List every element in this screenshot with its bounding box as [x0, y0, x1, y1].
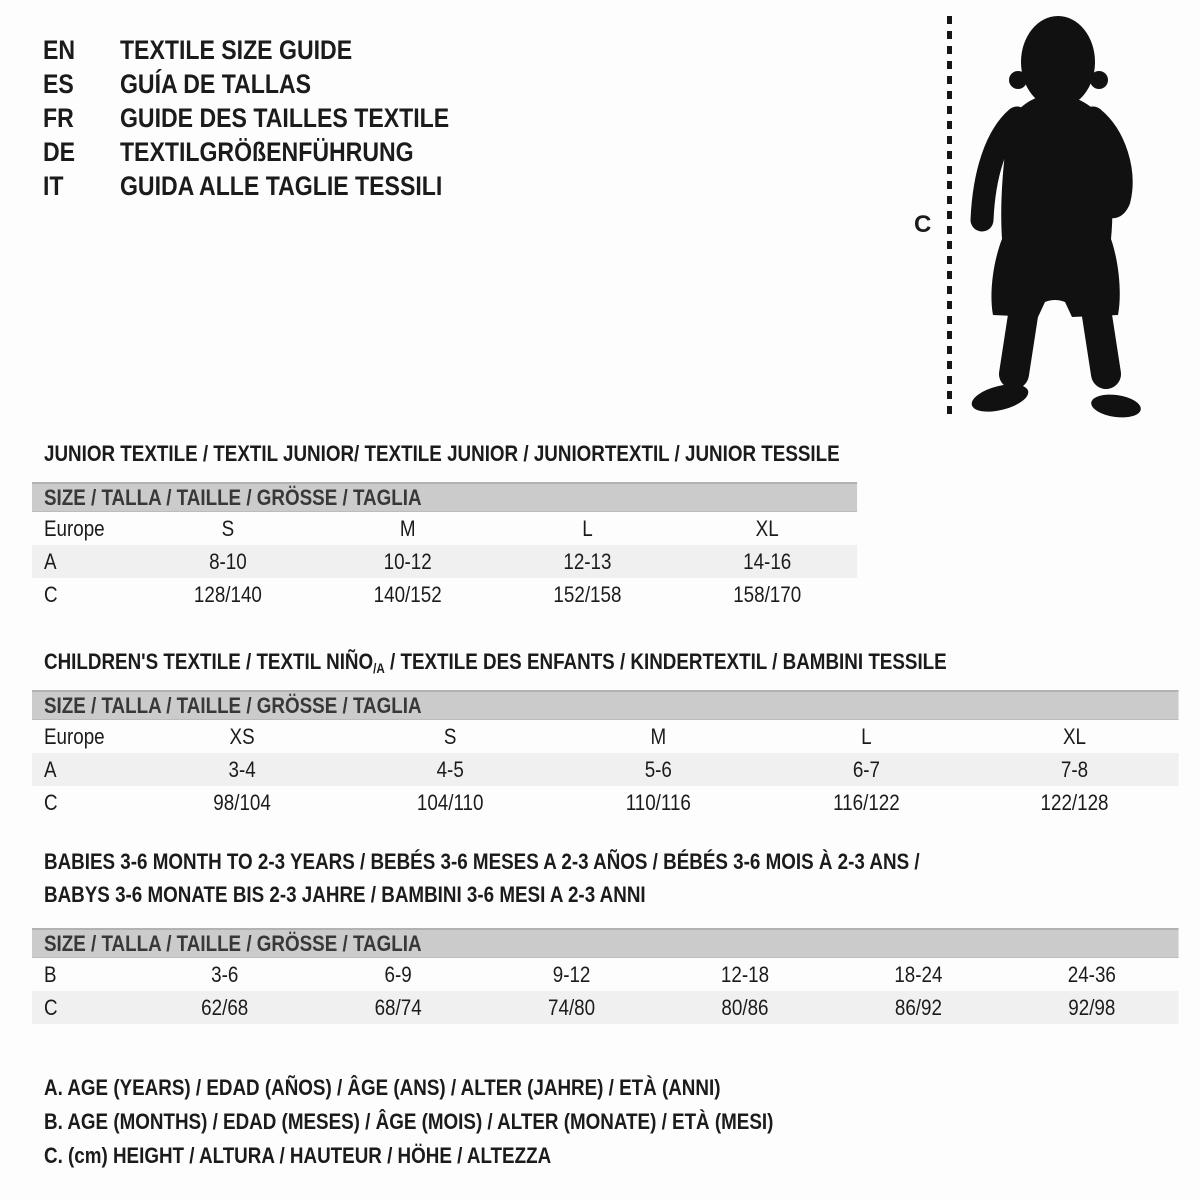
table-cell: 140/152	[373, 581, 442, 607]
measurement-legend	[44, 1071, 773, 1173]
row-label: A	[43, 548, 57, 574]
table-row	[32, 545, 857, 578]
size-header-bar: SIZE / TALLA / TAILLE / GRÖSSE / TAGLIA	[32, 690, 1179, 720]
children-size-table	[32, 690, 1179, 819]
table-cell: 158/170	[733, 581, 802, 607]
table-cell: XS	[229, 723, 255, 749]
row-label: C	[43, 581, 58, 607]
measure-c-label: C	[914, 211, 932, 238]
language-code: ES	[43, 68, 74, 99]
table-cell: 74/80	[548, 994, 596, 1020]
language-label: TEXTILE SIZE GUIDE	[119, 34, 353, 65]
table-row	[32, 720, 1179, 753]
table-cell: 122/128	[1040, 789, 1109, 815]
table-cell: 62/68	[201, 994, 249, 1020]
section-title-junior: JUNIOR TEXTILE / TEXTIL JUNIOR/ TEXTILE JUNIOR / JUNIORTEXTIL / JUNIOR TESSILE	[44, 441, 840, 466]
table-cell: 3-4	[228, 756, 256, 782]
table-cell: XL	[755, 515, 779, 541]
section-title-babies	[44, 845, 920, 911]
legend-age-months: B. AGE (MONTHS) / EDAD (MESES) / ÂGE (MOIS) / ALTER (MONATE) / ETÀ (MESI)	[44, 1109, 774, 1134]
table-cell: 3-6	[211, 961, 239, 987]
row-label: C	[43, 994, 58, 1020]
legend-height-cm: C. (cm) HEIGHT / ALTURA / HAUTEUR / HÖHE / ALTEZZA	[44, 1143, 552, 1168]
table-cell: 7-8	[1060, 756, 1089, 782]
table-cell: 18-24	[894, 961, 943, 987]
row-label: Europe	[43, 723, 105, 749]
language-label: GUIDE DES TAILLES TEXTILE	[119, 102, 450, 133]
language-row	[43, 169, 449, 203]
junior-size-table	[32, 482, 857, 611]
table-cell: 14-16	[743, 548, 792, 574]
table-cell: M	[650, 723, 667, 749]
table-cell: 5-6	[644, 756, 672, 782]
row-label: C	[43, 789, 58, 815]
table-cell: 86/92	[894, 994, 942, 1020]
language-code: DE	[43, 136, 76, 167]
table-cell: 9-12	[552, 961, 591, 987]
table-cell: 8-10	[209, 548, 247, 574]
table-cell: 10-12	[383, 548, 432, 574]
section-title-children	[44, 645, 947, 681]
row-label: Europe	[43, 515, 105, 541]
section-title-children-sub: /A	[373, 660, 385, 676]
height-measure-dashed-line	[947, 16, 952, 418]
table-cell: 80/86	[721, 994, 769, 1020]
table-cell: L	[582, 515, 593, 541]
language-row	[43, 135, 449, 169]
table-cell: 98/104	[213, 789, 271, 815]
table-cell: S	[221, 515, 235, 541]
section-title-babies-line2: BABYS 3-6 MONATE BIS 2-3 JAHRE / BAMBINI 3-6 MESI A 2-3 ANNI	[44, 882, 646, 907]
table-cell: 104/110	[416, 789, 484, 815]
table-row	[32, 512, 857, 545]
language-code: FR	[43, 102, 74, 133]
table-row	[32, 786, 1179, 819]
table-cell: S	[443, 723, 457, 749]
language-row	[43, 33, 449, 67]
section-title-children-text: CHILDREN'S TEXTILE / TEXTIL NIÑO	[44, 649, 374, 674]
legend-age-years: A. AGE (YEARS) / EDAD (AÑOS) / ÂGE (ANS) / ALTER (JAHRE) / ETÀ (ANNI)	[44, 1075, 721, 1100]
size-header-bar: SIZE / TALLA / TAILLE / GRÖSSE / TAGLIA	[32, 928, 1179, 958]
language-row	[43, 67, 449, 101]
table-cell: 152/158	[553, 581, 622, 607]
table-cell: 110/116	[625, 789, 691, 815]
table-cell: 116/122	[833, 789, 900, 815]
table-cell: 4-5	[436, 756, 464, 782]
language-label: TEXTILGRÖßENFÜHRUNG	[119, 136, 414, 167]
section-title-babies-line1: BABIES 3-6 MONTH TO 2-3 YEARS / BEBÉS 3-6 MESES A 2-3 AÑOS / BÉBÉS 3-6 MOIS À 2-3 ANS /	[44, 849, 920, 874]
babies-size-table	[32, 928, 1179, 1024]
table-cell: 24-36	[1067, 961, 1116, 987]
toddler-silhouette-image	[962, 14, 1144, 418]
row-label: B	[43, 961, 57, 987]
language-row	[43, 101, 449, 135]
table-cell: 6-9	[384, 961, 412, 987]
section-title-children-rest: / TEXTILE DES ENFANTS / KINDERTEXTIL / BAMBINI TESSILE	[384, 649, 947, 674]
table-cell: 12-18	[720, 961, 770, 987]
size-header-bar: SIZE / TALLA / TAILLE / GRÖSSE / TAGLIA	[32, 482, 857, 512]
row-label: A	[43, 756, 57, 782]
table-cell: 68/74	[374, 994, 422, 1020]
table-cell: 128/140	[193, 581, 262, 607]
table-row	[32, 958, 1179, 991]
table-row	[32, 991, 1179, 1024]
table-cell: M	[399, 515, 416, 541]
table-row	[32, 578, 857, 611]
table-cell: 92/98	[1068, 994, 1116, 1020]
table-cell: L	[861, 723, 872, 749]
language-label: GUÍA DE TALLAS	[119, 68, 312, 99]
language-list	[43, 33, 449, 203]
language-code: IT	[43, 170, 64, 201]
table-cell: 12-13	[563, 548, 612, 574]
table-cell: 6-7	[852, 756, 880, 782]
language-label: GUIDA ALLE TAGLIE TESSILI	[119, 170, 443, 201]
table-row	[32, 753, 1179, 786]
table-cell: XL	[1063, 723, 1087, 749]
language-code: EN	[43, 34, 76, 65]
